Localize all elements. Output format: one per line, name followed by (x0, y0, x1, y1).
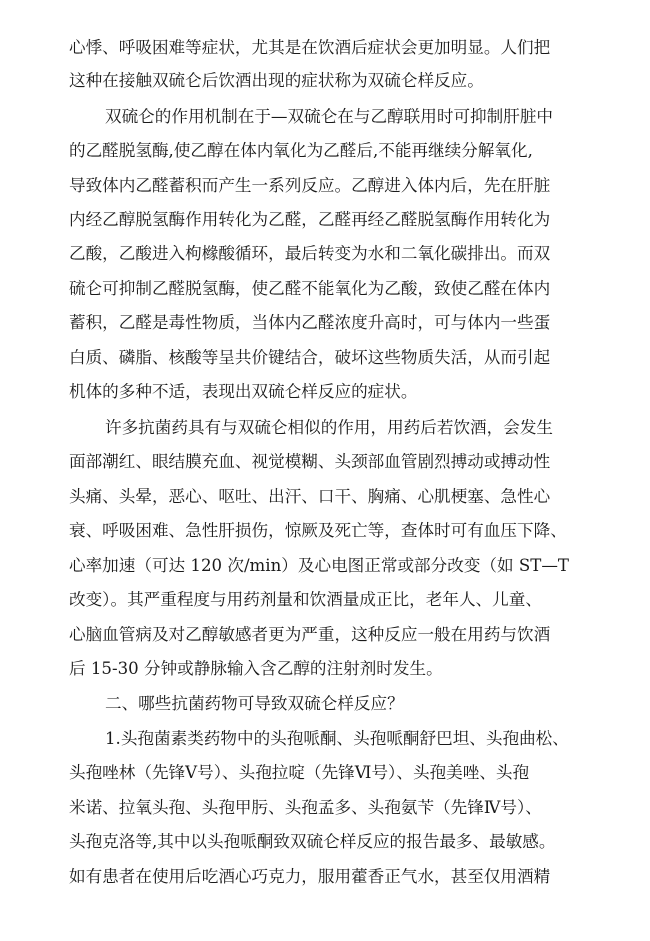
text-line-5: 导致体内乙醛蓄积而产生一系列反应。乙醇进入体内后，先在肝脏 (69, 176, 551, 195)
text-line-11: 机体的多种不适，表现出双硫仑样反应的症状。 (69, 382, 418, 401)
text-line-1: 心悸、呼吸困难等症状，尤其是在饮酒后症状会更加明显。人们把 (69, 38, 551, 57)
text-line-10: 白质、磷脂、核酸等呈共价键结合，破坏这些物质失活，从而引起 (69, 348, 551, 367)
text-line-2: 这种在接触双硫仑后饮酒出现的症状称为双硫仑样反应。 (69, 71, 484, 90)
text-line-17: 改变）。其严重程度与用药剂量和饮酒量成正比，老年人、儿童、 (69, 590, 542, 609)
text-line-12: 许多抗菌药具有与双硫仑相似的作用，用药后若饮酒，会发生 (105, 418, 554, 437)
text-line-23: 米诺、拉氧头孢、头孢甲肟、头孢孟多、头孢氨苄（先锋Ⅳ号）、 (69, 798, 542, 817)
text-line-3: 双硫仑的作用机制在于—双硫仑在与乙醇联用时可抑制肝脏中 (105, 107, 554, 126)
text-line-9: 蓄积，乙醛是毒性物质，当体内乙醛浓度升高时，可与体内一些蛋 (69, 313, 551, 332)
text-line-22: 头孢唑林（先锋Ⅴ号）、头孢拉啶（先锋Ⅵ号）、头孢美唑、头孢 (69, 763, 530, 782)
text-line-18: 心脑血管病及对乙醇敏感者更为严重，这种反应一般在用药与饮酒 (69, 625, 551, 644)
text-line-7: 乙酸，乙酸进入枸橼酸循环，最后转变为水和二氧化碳排出。而双 (69, 244, 551, 263)
text-line-15: 衰、呼吸困难、急性肝损伤，惊厥及死亡等，查体时可有血压下降、 (69, 521, 567, 540)
text-line-4: 的乙醛脱氢酶,使乙醇在体内氧化为乙醛后,不能再继续分解氧化, (69, 141, 533, 160)
text-line-8: 硫仑可抑制乙醛脱氢酶，使乙醛不能氧化为乙酸，致使乙醛在体内 (69, 279, 551, 298)
section-heading: 二、哪些抗菌药物可导致双硫仑样反应？ (105, 694, 404, 713)
text-line-6: 内经乙醇脱氢酶作用转化为乙醛，乙醛再经乙醛脱氢酶作用转化为 (69, 210, 551, 229)
text-line-21: 1.头孢菌素类药物中的头孢哌酮、头孢哌酮舒巴坦、头孢曲松、 (105, 729, 569, 748)
text-line-13: 面部潮红、眼结膜充血、视觉模糊、头颈部血管剧烈搏动或搏动性 (69, 452, 551, 471)
text-line-19: 后 15-30 分钟或静脉输入含乙醇的注射剂时发生。 (69, 659, 443, 678)
text-line-14: 头痛、头晕，恶心、呕吐、出汗、口干、胸痛、心肌梗塞、急性心 (69, 487, 551, 506)
text-line-24: 头孢克洛等,其中以头孢哌酮致双硫仑样反应的报告最多、最敏感。 (69, 832, 556, 851)
text-line-16: 心率加速（可达 120 次/min）及心电图正常或部分改变（如 ST—T (69, 556, 569, 575)
text-line-25: 如有患者在使用后吃酒心巧克力，服用藿香正气水，甚至仅用酒精 (69, 867, 551, 886)
